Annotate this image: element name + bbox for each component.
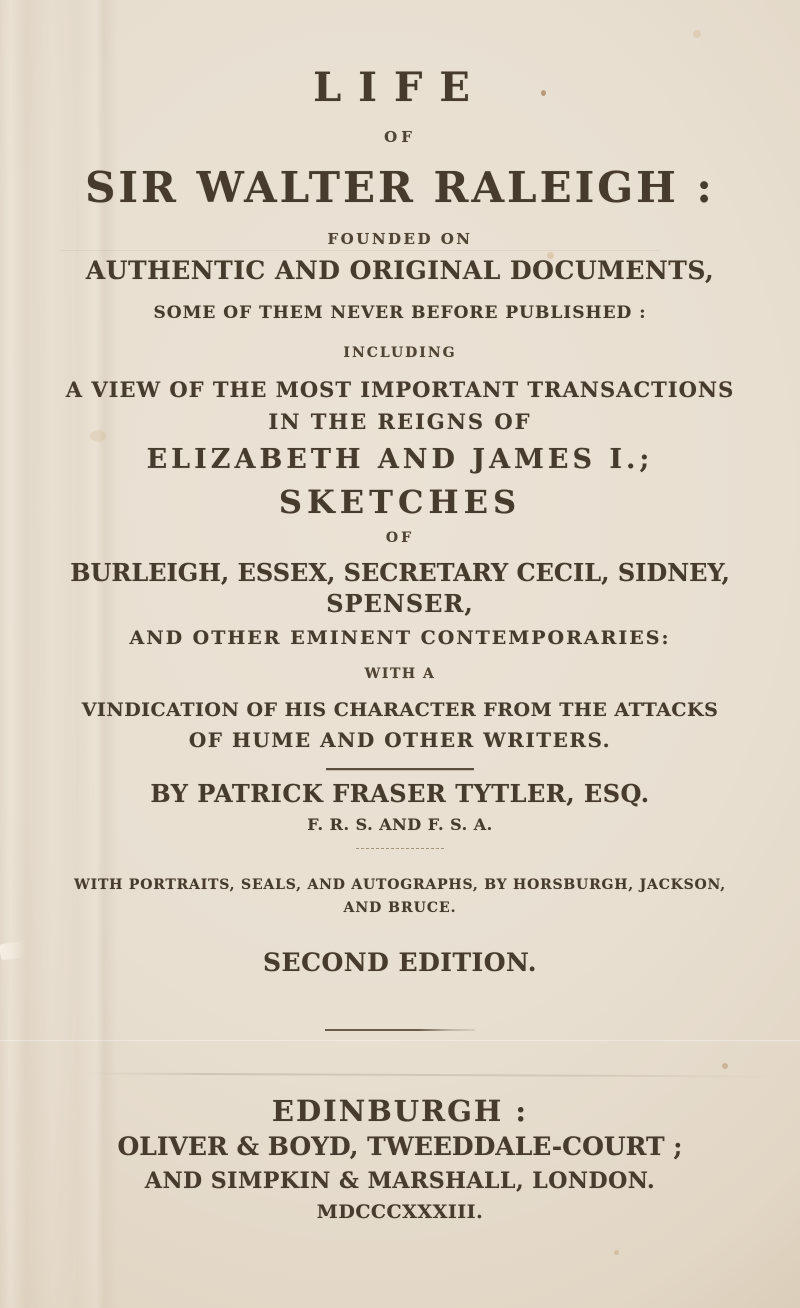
main-title: LIFE	[313, 64, 487, 111]
publisher-line-1: OLIVER & BOYD, TWEEDDALE-COURT ;	[117, 1132, 683, 1161]
illustrations-line-2: AND BRUCE.	[343, 900, 457, 916]
contemporaries-line: AND OTHER EMINENT CONTEMPORARIES:	[129, 627, 671, 649]
of-word-2: OF	[385, 530, 415, 546]
edition-line: SECOND EDITION.	[263, 948, 537, 977]
never-published-line: SOME OF THEM NEVER BEFORE PUBLISHED :	[153, 303, 647, 323]
paper-stain	[722, 1063, 728, 1069]
paper-crease	[0, 1040, 800, 1041]
contemporaries-names-1: BURLEIGH, ESSEX, SECRETARY CECIL, SIDNEY,	[70, 558, 730, 587]
transactions-line: A VIEW OF THE MOST IMPORTANT TRANSACTIONS	[65, 377, 735, 402]
imprint-city: EDINBURGH :	[271, 1094, 529, 1128]
paper-fold-mark	[0, 940, 35, 961]
vindication-line-2: OF HUME AND OTHER WRITERS.	[188, 728, 612, 752]
monarchs-line: ELIZABETH AND JAMES I.;	[146, 444, 654, 475]
divider-rule-1	[326, 768, 474, 770]
divider-rule-2	[356, 848, 444, 849]
documents-line: AUTHENTIC AND ORIGINAL DOCUMENTS,	[85, 256, 715, 285]
vindication-line-1: VINDICATION OF HIS CHARACTER FROM THE ATTACKS	[81, 699, 719, 721]
divider-rule-3	[325, 1029, 475, 1031]
with-a-word: WITH A	[364, 666, 436, 682]
publication-year-roman: MDCCCXXXIII.	[316, 1201, 484, 1223]
author-line: BY PATRICK FRASER TYTLER, ESQ.	[150, 779, 650, 808]
founded-on: FOUNDED ON	[327, 230, 473, 248]
reigns-line: IN THE REIGNS OF	[268, 409, 532, 434]
sketches-word: SKETCHES	[278, 483, 522, 521]
paper-crease	[86, 1072, 774, 1077]
publisher-line-2: AND SIMPKIN & MARSHALL, LONDON.	[144, 1168, 656, 1194]
contemporaries-names-2: SPENSER,	[326, 589, 474, 618]
including-word: INCLUDING	[343, 345, 457, 361]
paper-stain	[693, 30, 701, 38]
illustrations-line-1: WITH PORTRAITS, SEALS, AND AUTOGRAPHS, BY HORSBURGH, JACKSON,	[74, 877, 726, 893]
paper-crease	[60, 250, 660, 251]
paper-stain	[541, 90, 546, 96]
paper-stain	[90, 430, 106, 442]
author-honours: F. R. S. AND F. S. A.	[307, 815, 493, 834]
of-word-1: OF	[384, 128, 416, 146]
subject-title: SIR WALTER RALEIGH :	[85, 163, 715, 212]
paper-stain	[614, 1250, 619, 1255]
